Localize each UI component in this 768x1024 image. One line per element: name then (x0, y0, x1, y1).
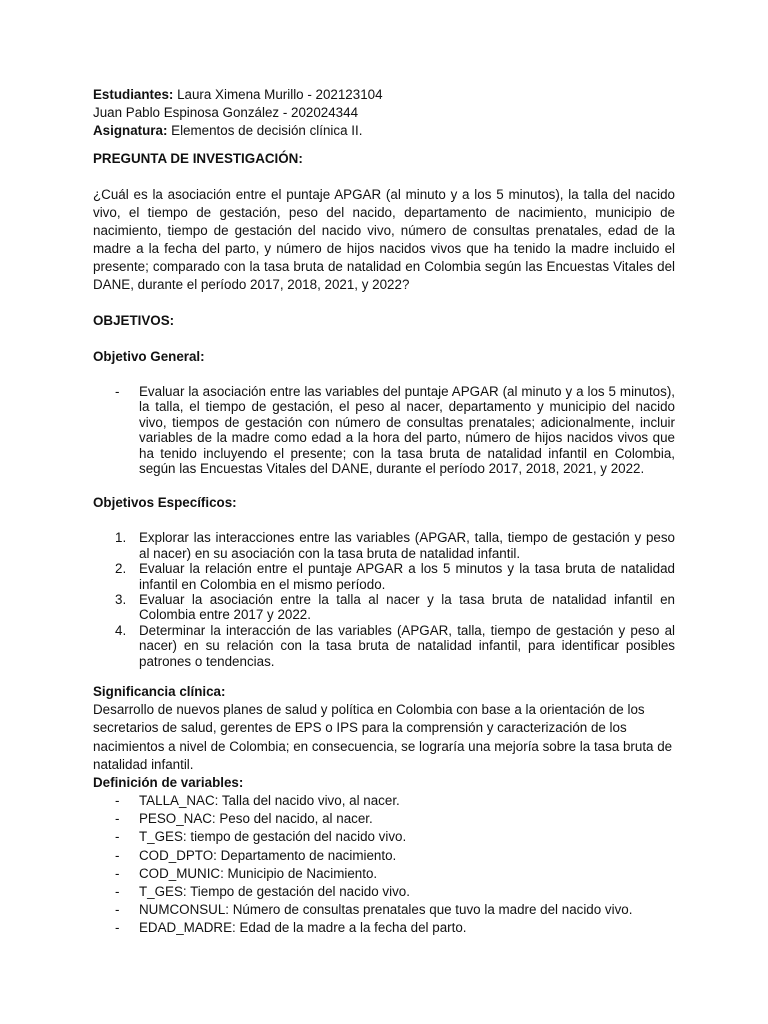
list-item (93, 561, 675, 592)
variable-definition: COD_DPTO: Departamento de nacimiento. (139, 847, 397, 863)
dash-marker: - (115, 811, 120, 827)
variable-definition: T_GES: tiempo de gestación del nacido vivo. (139, 829, 407, 845)
list-number: 2. (115, 561, 127, 577)
specific-objective-text: Evaluar la relación entre el puntaje APGAR a los 5 minutos y la tasa bruta de natalidad infantil en Colombia en el mismo período. (139, 561, 675, 592)
students-label: Estudiantes: (93, 87, 174, 102)
list-item (93, 384, 675, 476)
dash-marker: - (115, 902, 120, 918)
list-number: 3. (115, 592, 127, 608)
list-item (93, 865, 675, 883)
list-item (93, 883, 675, 901)
list-item (93, 901, 675, 919)
research-question-heading: PREGUNTA DE INVESTIGACIÓN: (93, 151, 303, 166)
variable-definition: NUMCONSUL: Número de consultas prenatales que tuvo la madre del nacido vivo. (139, 902, 633, 918)
dash-marker: - (115, 920, 120, 936)
list-item (93, 810, 675, 828)
dash-marker: - (115, 829, 120, 845)
students-line (93, 86, 675, 104)
research-question-text: ¿Cuál es la asociación entre el puntaje APGAR (al minuto y a los 5 minutos), la talla del nacido vivo, el tiempo de gestación, peso del nacido, departamento de nacimiento, municipio de nacimiento, tiempo de gestación del nacido vivo, número de consultas prenatales, edad de la madre a la fecha del parto, y número de hijos nacidos vivos que ha tenido la madre incluido el presente; comparado con la tasa bruta de natalidad en Colombia según las Encuestas Vitales del DANE, durante el período 2017, 2018, 2021, y 2022? (93, 187, 675, 292)
list-item (93, 847, 675, 865)
list-item (93, 623, 675, 669)
student-2: Juan Pablo Espinosa González - 202024344 (93, 105, 359, 120)
variable-definition: PESO_NAC: Peso del nacido, al nacer. (139, 811, 373, 827)
subject-label: Asignatura: (93, 123, 168, 138)
dash-marker: - (115, 883, 120, 899)
clinical-significance-heading: Significancia clínica: (93, 684, 226, 700)
dash-marker: - (115, 865, 120, 881)
objectives-heading: OBJETIVOS: (93, 313, 175, 328)
subject-value: Elementos de decisión clínica II. (171, 123, 363, 138)
list-item (93, 792, 675, 810)
clinical-significance-text: Desarrollo de nuevos planes de salud y política en Colombia con base a la orientación de los secretarios de salud, gerentes de EPS o IPS para la comprensión y caracterización de los nacimientos a nivel de Colombia; en consecuencia, se lograría una mejoría sobre la tasa bruta de natalidad infantil. (93, 702, 673, 772)
specific-objective-text: Evaluar la asociación entre la talla al nacer y la tasa bruta de natalidad infantil en Colombia entre 2017 y 2022. (139, 592, 675, 623)
general-objective-text: Evaluar la asociación entre las variables del puntaje APGAR (al minuto y a los 5 minutos), la talla, el tiempo de gestación, el peso al nacer, departamento y municipio del nacido vivo, tiempos de gestación con número de consultas prenatales; adicionalmente, incluir variables de la madre como edad a la hora del parto, número de hijos nacidos vivos que ha tenido incluyendo el presente; con la tasa bruta de natalidad infantil en Colombia, según las Encuestas Vitales del DANE, durante el período 2017, 2018, 2021, y 2022. (139, 384, 675, 477)
variable-definition: TALLA_NAC: Talla del nacido vivo, al nacer. (139, 792, 400, 808)
dash-marker: - (115, 847, 120, 863)
list-number: 4. (115, 622, 127, 638)
list-number: 1. (115, 530, 127, 546)
variable-definition: EDAD_MADRE: Edad de la madre a la fecha del parto. (139, 920, 467, 936)
student-1: Laura Ximena Murillo - 202123104 (177, 87, 383, 102)
list-item (93, 530, 675, 561)
list-item (93, 592, 675, 623)
variables-heading: Definición de variables: (93, 774, 244, 790)
subject-line (93, 122, 675, 140)
variables-list (93, 792, 675, 938)
list-item (93, 828, 675, 846)
specific-objective-text: Determinar la interacción de las variables (APGAR, talla, tiempo de gestación y peso al nacer) en su relación con la tasa bruta de natalidad infantil, para identificar posibles patrones o tendencias. (139, 622, 675, 669)
dash-marker: - (115, 384, 120, 399)
dash-marker: - (115, 792, 120, 808)
document-page (93, 86, 675, 938)
specific-objectives-list (93, 530, 675, 669)
variable-definition: T_GES: Tiempo de gestación del nacido vivo. (139, 883, 410, 899)
specific-objective-text: Explorar las interacciones entre las variables (APGAR, talla, tiempo de gestación y peso al nacer) en su asociación con la tasa bruta de natalidad infantil. (139, 530, 675, 561)
general-objective-list (93, 384, 675, 476)
list-item (93, 919, 675, 937)
variable-definition: COD_MUNIC: Municipio de Nacimiento. (139, 865, 378, 881)
specific-objectives-heading: Objetivos Específicos: (93, 495, 237, 511)
general-objective-heading: Objetivo General: (93, 349, 205, 364)
